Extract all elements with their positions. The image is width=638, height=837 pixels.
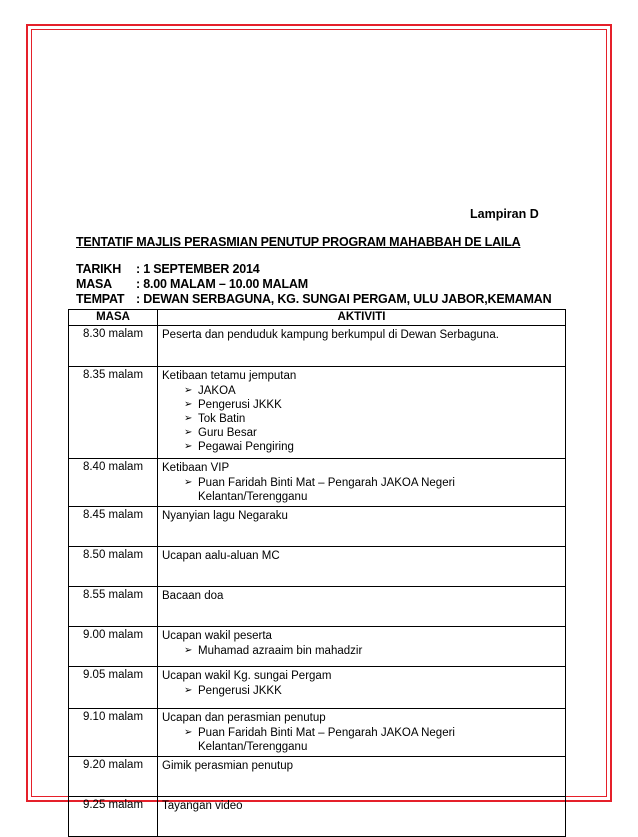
activity-cell <box>158 627 566 667</box>
attachment-label: Lampiran D <box>470 207 539 221</box>
list-item <box>184 412 561 426</box>
info-value: : 8.00 MALAM – 10.00 MALAM <box>136 277 308 291</box>
arrow-right-icon: ➢ <box>184 727 193 738</box>
table-row <box>69 709 566 757</box>
arrow-right-icon: ➢ <box>184 645 193 656</box>
activity-bullet-list <box>162 476 561 504</box>
schedule-table <box>68 309 566 837</box>
info-tempat <box>76 292 551 306</box>
activity-cell <box>158 507 566 547</box>
column-header-aktiviti: AKTIVITI <box>158 310 566 326</box>
bullet-text: JAKOA <box>198 385 236 397</box>
activity-text: Nyanyian lagu Negaraku <box>162 510 288 522</box>
list-item <box>184 644 561 658</box>
table-row <box>69 797 566 837</box>
bullet-text: Muhamad azraaim bin mahadzir <box>198 645 363 657</box>
info-key: TARIKH <box>76 262 122 276</box>
activity-text: Peserta dan penduduk kampung berkumpul di Dewan Serbaguna. <box>162 329 499 341</box>
bullet-text: Guru Besar <box>198 427 257 439</box>
activity-cell <box>158 547 566 587</box>
activity-bullet-list <box>162 726 561 754</box>
time-cell: 9.20 malam <box>69 757 158 797</box>
arrow-right-icon: ➢ <box>184 385 193 396</box>
activity-bullet-list <box>162 384 561 454</box>
bullet-text: Puan Faridah Binti Mat – Pengarah JAKOA Negeri Kelantan/Terengganu <box>198 727 455 753</box>
info-value: : 1 SEPTEMBER 2014 <box>136 262 260 276</box>
bullet-text: Pengerusi JKKK <box>198 399 282 411</box>
arrow-right-icon: ➢ <box>184 441 193 452</box>
activity-text: Ucapan wakil peserta <box>162 630 272 642</box>
activity-cell <box>158 587 566 627</box>
bullet-text: Puan Faridah Binti Mat – Pengarah JAKOA Negeri Kelantan/Terengganu <box>198 477 455 503</box>
activity-text: Ucapan wakil Kg. sungai Pergam <box>162 670 332 682</box>
info-masa <box>76 277 308 291</box>
arrow-right-icon: ➢ <box>184 399 193 410</box>
bullet-text: Tok Batin <box>198 413 246 425</box>
arrow-right-icon: ➢ <box>184 427 193 438</box>
activity-cell <box>158 667 566 709</box>
arrow-right-icon: ➢ <box>184 477 193 488</box>
table-row <box>69 547 566 587</box>
table-row <box>69 367 566 459</box>
activity-bullet-list <box>162 684 561 698</box>
table-row <box>69 587 566 627</box>
activity-cell <box>158 797 566 837</box>
list-item <box>184 726 561 754</box>
activity-cell <box>158 709 566 757</box>
activity-cell <box>158 459 566 507</box>
info-key: TEMPAT <box>76 292 125 306</box>
list-item <box>184 398 561 412</box>
bullet-text: Pengerusi JKKK <box>198 685 282 697</box>
table-row <box>69 757 566 797</box>
time-cell: 9.25 malam <box>69 797 158 837</box>
list-item <box>184 684 561 698</box>
list-item <box>184 426 561 440</box>
activity-text: Ucapan dan perasmian penutup <box>162 712 326 724</box>
list-item <box>184 440 561 454</box>
time-cell: 8.50 malam <box>69 547 158 587</box>
activity-cell <box>158 367 566 459</box>
time-cell: 9.10 malam <box>69 709 158 757</box>
bullet-text: Pegawai Pengiring <box>198 441 294 453</box>
activity-text: Ketibaan tetamu jemputan <box>162 370 297 382</box>
table-row <box>69 326 566 367</box>
time-cell: 8.35 malam <box>69 367 158 459</box>
activity-cell <box>158 757 566 797</box>
info-key: MASA <box>76 277 113 291</box>
info-value: : DEWAN SERBAGUNA, KG. SUNGAI PERGAM, ULU JABOR,KEMAMAN <box>136 292 552 306</box>
table-row <box>69 667 566 709</box>
time-cell: 8.45 malam <box>69 507 158 547</box>
time-cell: 9.00 malam <box>69 627 158 667</box>
list-item <box>184 476 561 504</box>
document-title: TENTATIF MAJLIS PERASMIAN PENUTUP PROGRAM MAHABBAH DE LAILA <box>76 235 521 249</box>
table-row <box>69 507 566 547</box>
activity-cell <box>158 326 566 367</box>
arrow-right-icon: ➢ <box>184 685 193 696</box>
arrow-right-icon: ➢ <box>184 413 193 424</box>
activity-text: Gimik perasmian penutup <box>162 760 294 772</box>
table-row <box>69 627 566 667</box>
activity-text: Bacaan doa <box>162 590 224 602</box>
activity-text: Ucapan aalu-aluan MC <box>162 550 280 562</box>
activity-bullet-list <box>162 644 561 658</box>
column-header-masa: MASA <box>69 310 158 326</box>
time-cell: 8.40 malam <box>69 459 158 507</box>
time-cell: 8.55 malam <box>69 587 158 627</box>
activity-text: Ketibaan VIP <box>162 462 230 474</box>
time-cell: 9.05 malam <box>69 667 158 709</box>
table-header-row <box>69 310 566 326</box>
time-cell: 8.30 malam <box>69 326 158 367</box>
list-item <box>184 384 561 398</box>
activity-text: Tayangan video <box>162 800 243 812</box>
table-row <box>69 459 566 507</box>
info-tarikh <box>76 262 260 276</box>
